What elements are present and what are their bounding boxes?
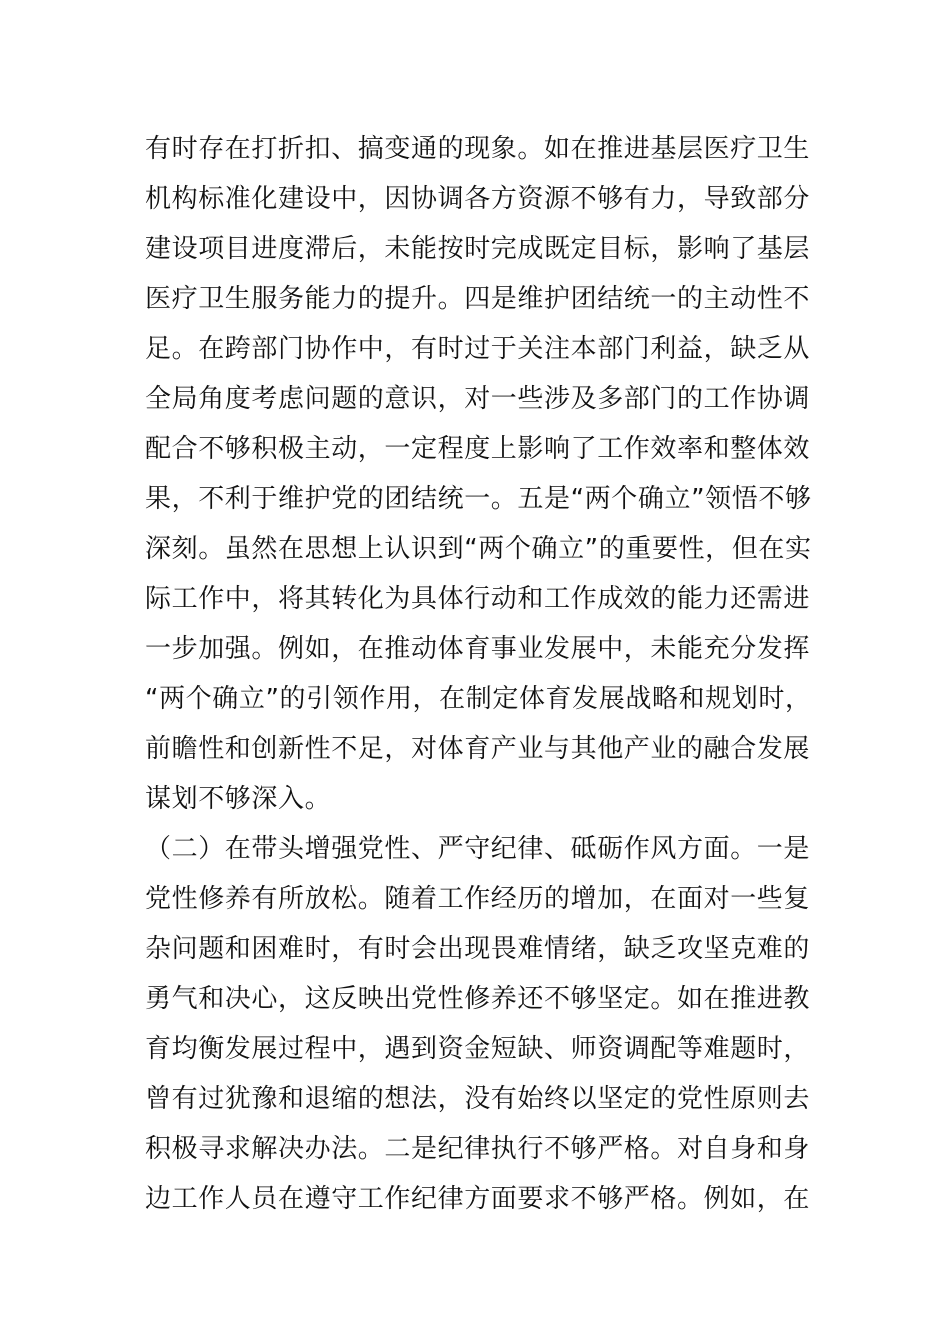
text-line: 前瞻性和创新性不足，对体育产业与其他产业的融合发展	[145, 734, 811, 764]
text-line: 足。在跨部门协作中，有时过于关注本部门利益，缺乏从	[145, 334, 811, 364]
text-line: 际工作中，将其转化为具体行动和工作成效的能力还需进	[145, 584, 811, 614]
text-line: 全局角度考虑问题的意识，对一些涉及多部门的工作协调	[145, 384, 811, 414]
text-line: 一步加强。例如，在推动体育事业发展中，未能充分发挥	[145, 634, 811, 664]
text-line: 配合不够积极主动，一定程度上影响了工作效率和整体效	[145, 434, 811, 464]
text-line: 杂问题和困难时，有时会出现畏难情绪，缺乏攻坚克难的	[145, 934, 811, 964]
text-line: 曾有过犹豫和退缩的想法，没有始终以坚定的党性原则去	[145, 1084, 811, 1114]
text-line: 勇气和决心，这反映出党性修养还不够坚定。如在推进教	[145, 984, 811, 1014]
text-line: 深刻。虽然在思想上认识到“两个确立”的重要性，但在实	[145, 534, 812, 564]
text-line: 积极寻求解决办法。二是纪律执行不够严格。对自身和身	[145, 1134, 811, 1164]
text-line: 建设项目进度滞后，未能按时完成既定目标，影响了基层	[145, 234, 811, 264]
text-line: 医疗卫生服务能力的提升。四是维护团结统一的主动性不	[145, 284, 811, 314]
text-line: 有时存在打折扣、搞变通的现象。如在推进基层医疗卫生	[145, 134, 811, 164]
section-heading-line: （二）在带头增强党性、严守纪律、砥砺作风方面。一是	[145, 834, 811, 864]
text-line: 党性修养有所放松。随着工作经历的增加，在面对一些复	[145, 884, 811, 914]
text-line: 机构标准化建设中，因协调各方资源不够有力，导致部分	[145, 184, 811, 214]
text-line: 育均衡发展过程中，遇到资金短缺、师资调配等难题时，	[145, 1034, 811, 1064]
text-line: 谋划不够深入。	[145, 784, 332, 814]
document-body	[145, 124, 815, 1224]
text-line: “两个确立”的引领作用，在制定体育发展战略和规划时，	[145, 684, 812, 714]
text-line: 边工作人员在遵守工作纪律方面要求不够严格。例如，在	[145, 1184, 811, 1214]
text-line: 果，不利于维护党的团结统一。五是“两个确立”领悟不够	[145, 484, 812, 514]
